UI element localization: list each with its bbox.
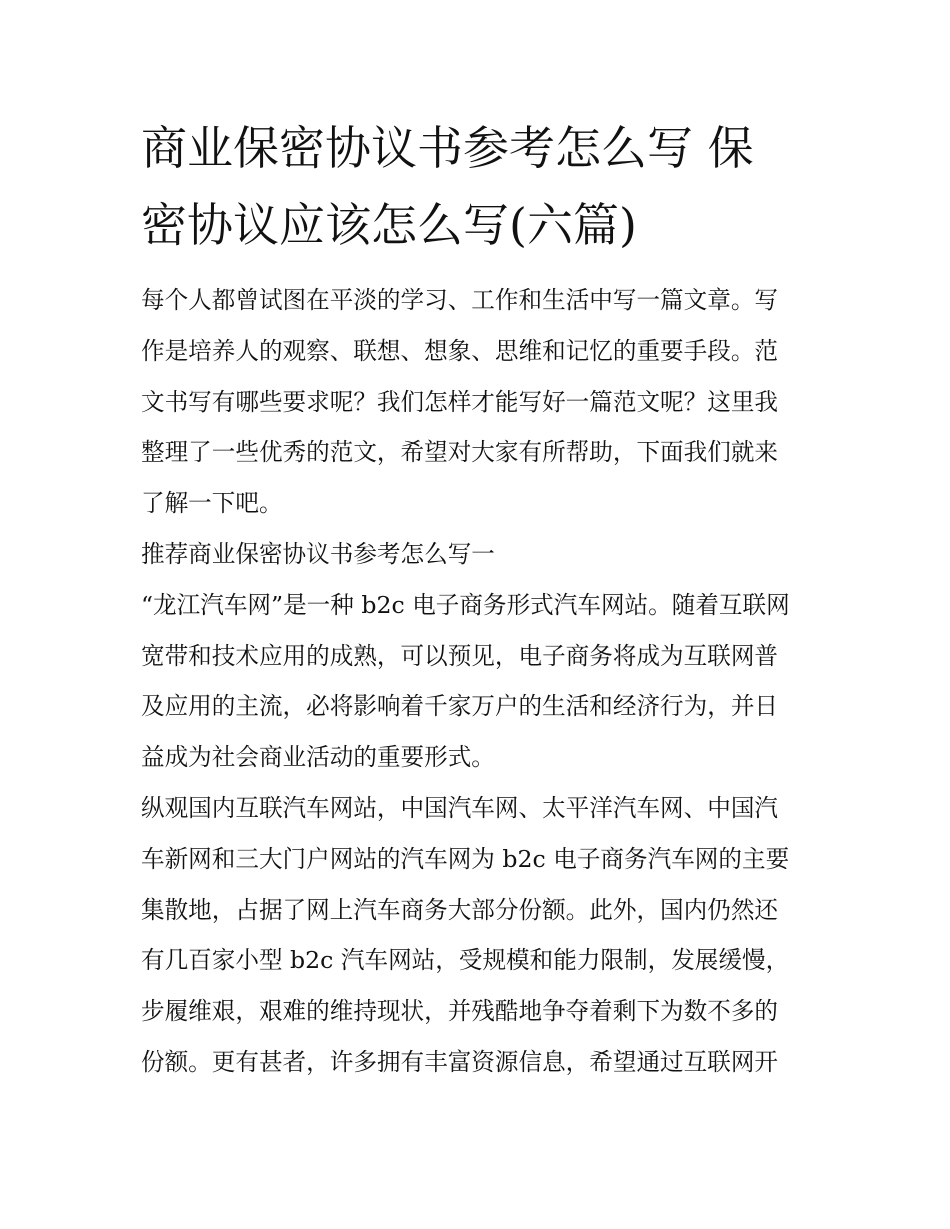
document-title xyxy=(141,110,754,264)
body-line: 步履维艰，艰难的维持现状，并残酷地争夺着剩下为数不多的 xyxy=(141,997,779,1026)
document-body xyxy=(141,275,790,1088)
body-line: “龙江汽车网”是一种 b2c 电子商务形式汽车网站。随着互联网 xyxy=(141,590,790,619)
body-line: 集散地，占据了网上汽车商务大部分份额。此外，国内仍然还 xyxy=(141,895,779,924)
section-heading: 推荐商业保密协议书参考怎么写一 xyxy=(141,539,495,568)
body-line: 及应用的主流，必将影响着千家万户的生活和经济行为，并日 xyxy=(141,692,779,721)
body-line: 了解一下吧。 xyxy=(141,489,283,518)
body-line: 有几百家小型 b2c 汽车网站，受规模和能力限制，发展缓慢， xyxy=(141,946,790,975)
body-line: 车新网和三大门户网站的汽车网为 b2c 电子商务汽车网的主要 xyxy=(141,844,790,873)
body-line: 纵观国内互联汽车网站，中国汽车网、太平洋汽车网、中国汽 xyxy=(141,793,779,822)
body-line: 每个人都曾试图在平淡的学习、工作和生活中写一篇文章。写 xyxy=(141,286,779,314)
title-line: 商业保密协议书参考怎么写 保 xyxy=(141,121,754,175)
body-line: 份额。更有甚者，许多拥有丰富资源信息，希望通过互联网开 xyxy=(141,1047,779,1076)
body-line: 整理了一些优秀的范文，希望对大家有所帮助，下面我们就来 xyxy=(141,438,779,467)
body-line: 作是培养人的观察、联想、想象、思维和记忆的重要手段。范 xyxy=(141,336,779,365)
body-line: 宽带和技术应用的成熟，可以预见，电子商务将成为互联网普 xyxy=(141,641,779,670)
body-line: 益成为社会商业活动的重要形式。 xyxy=(141,743,495,772)
body-line: 文书写有哪些要求呢？我们怎样才能写好一篇范文呢？这里我 xyxy=(141,387,779,416)
title-line: 密协议应该怎么写(六篇) xyxy=(141,198,637,252)
